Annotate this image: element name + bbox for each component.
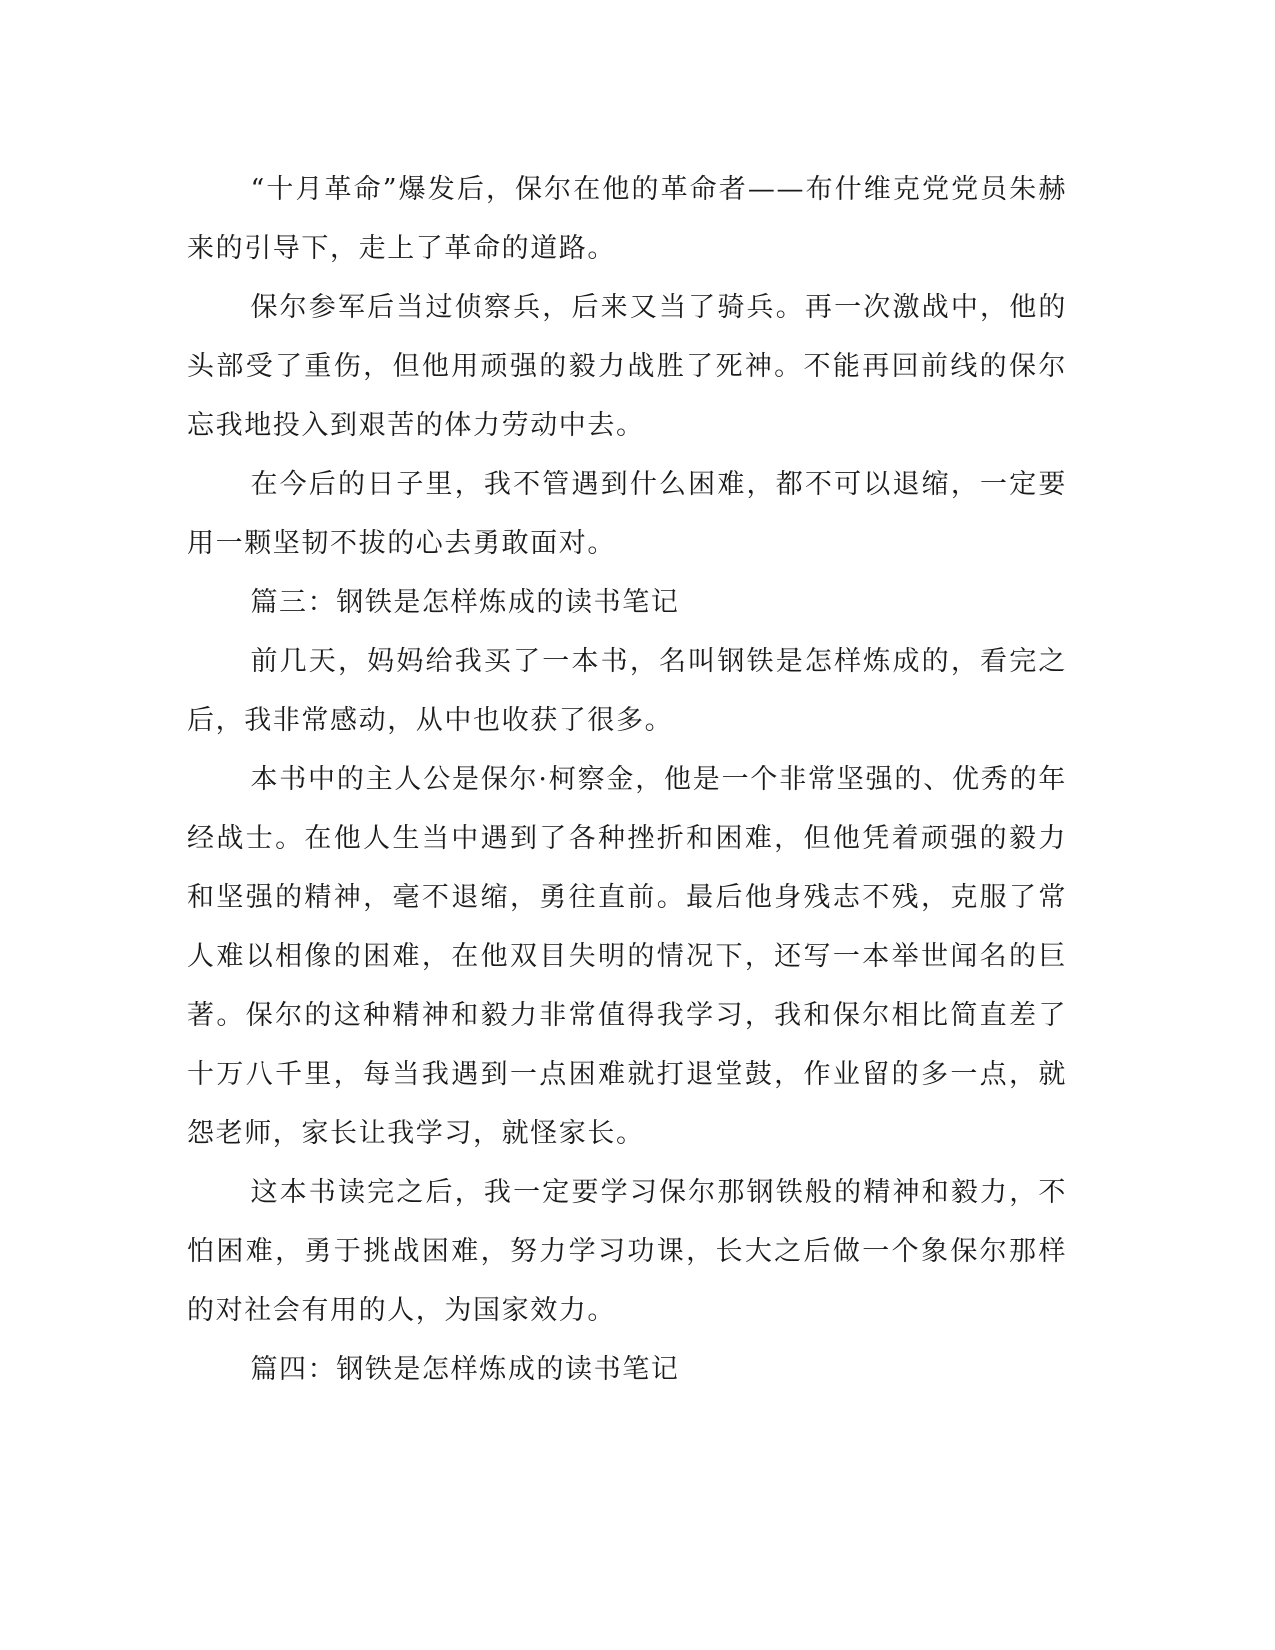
paragraph-october-revolution: “十月革命”爆发后，保尔在他的革命者——布什维克党党员朱赫来的引导下，走上了革命的道路。 — [187, 174, 1067, 264]
paragraph-protagonist: 本书中的主人公是保尔·柯察金，他是一个非常坚强的、优秀的年经战士。在他人生当中遇到了各种挫折和困难，但他凭着顽强的毅力和坚强的精神，毫不退缩，勇往直前。最后他身残志不残，克服了常人难以相像的困难，在他双目失明的情况下，还写一本举世闻名的巨著。保尔的这种精神和毅力非常值得我学习，我和保尔相比简直差了十万八千里，每当我遇到一点困难就打退堂鼓，作业留的多一点，就怨老师，家长让我学习，就怪家长。 — [187, 764, 1067, 1149]
body-text — [187, 160, 1067, 1399]
section-heading-part-three: 篇三：钢铁是怎样炼成的读书笔记 — [250, 587, 680, 618]
paragraph-after-reading: 这本书读完之后，我一定要学习保尔那钢铁般的精神和毅力，不怕困难，勇于挑战困难，努力学习功课，长大之后做一个象保尔那样的对社会有用的人，为国家效力。 — [187, 1177, 1067, 1326]
section-heading-part-four: 篇四：钢铁是怎样炼成的读书笔记 — [250, 1354, 680, 1385]
paragraph-mother-bought-book: 前几天，妈妈给我买了一本书，名叫钢铁是怎样炼成的，看完之后，我非常感动，从中也收获了很多。 — [187, 646, 1067, 736]
paragraph-scout-cavalry: 保尔参军后当过侦察兵，后来又当了骑兵。再一次激战中，他的头部受了重伤，但他用顽强的毅力战胜了死神。不能再回前线的保尔忘我地投入到艰苦的体力劳动中去。 — [187, 292, 1067, 441]
paragraph-future-days: 在今后的日子里，我不管遇到什么困难，都不可以退缩，一定要用一颗坚韧不拔的心去勇敢面对。 — [187, 469, 1067, 559]
